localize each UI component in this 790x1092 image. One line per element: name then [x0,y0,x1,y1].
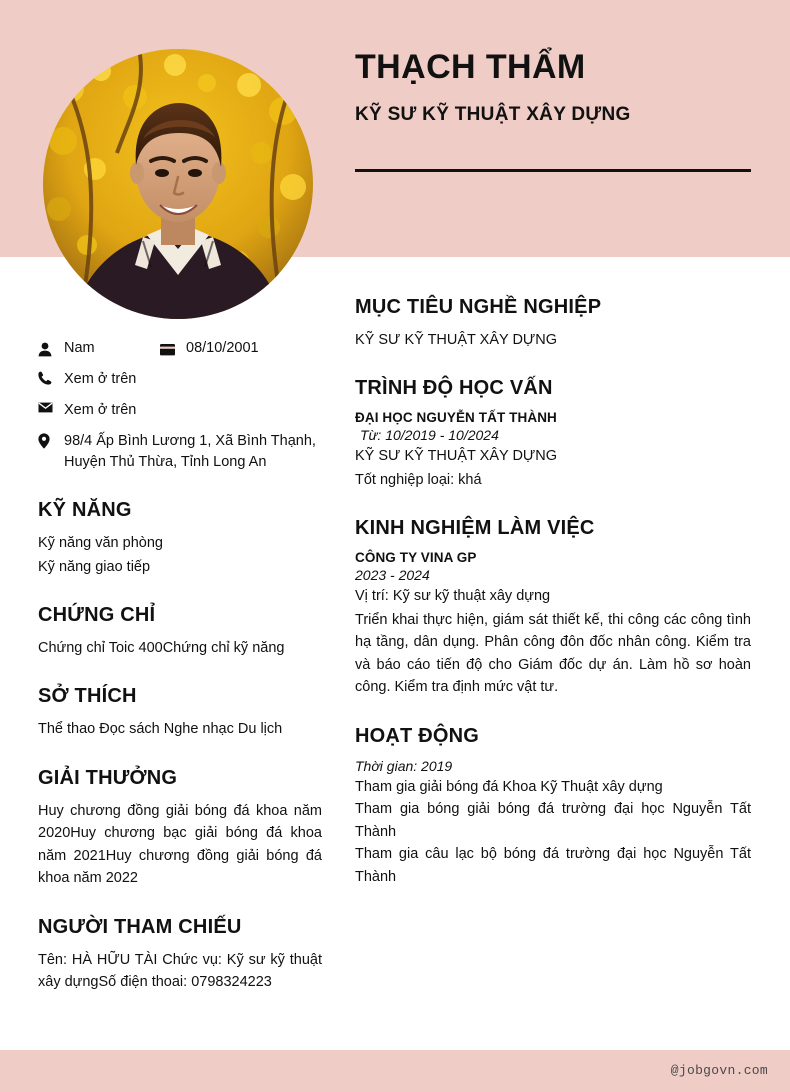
left-column [38,338,322,994]
watermark-text: @jobgovn.com [670,1063,768,1078]
person-icon [38,338,64,359]
experience-period: 2023 - 2024 [355,567,430,584]
right-column [355,296,751,888]
awards-heading: GIẢI THƯỞNG [38,766,178,789]
address-value: 98/4 Ấp Bình Lương 1, Xã Bình Thạnh, Huyện Thủ Thừa, Tỉnh Long An [64,433,316,471]
awards-text: Huy chương đồng giải bóng đá khoa năm 2020Huy chương bạc giải bóng đá khoa năm 2021Huy chương đồng giải bóng đá khoa năm 2022 [38,802,322,887]
skill-item: Kỹ năng giao tiếp [38,558,151,575]
skills-heading: KỸ NĂNG [38,499,132,522]
activity-item: Tham gia câu lạc bộ bóng đá trường đại học Nguyễn Tất Thành [355,846,751,885]
activity-item: Tham gia giải bóng đá Khoa Kỹ Thuật xây dựng [355,778,663,795]
name-block [355,48,755,126]
experience-company: CÔNG TY VINA GP [355,550,477,566]
activities-heading: HOẠT ĐỘNG [355,724,480,747]
contact-row-email [38,400,322,421]
references-heading: NGƯỜI THAM CHIẾU [38,915,242,938]
hobbies-heading: SỞ THÍCH [38,685,137,708]
activities-period: Thời gian: 2019 [355,757,453,774]
education-school: ĐẠI HỌC NGUYỄN TẤT THÀNH [355,410,557,426]
objective-heading: MỤC TIÊU NGHỀ NGHIỆP [355,296,602,318]
skill-item: Kỹ năng văn phòng [38,535,163,552]
objective-text: KỸ SƯ KỸ THUẬT XÂY DỰNG [355,332,558,348]
certificates-text: Chứng chỉ Toic 400Chứng chỉ kỹ năng [38,640,285,657]
experience-heading: KINH NGHIỆM LÀM VIỆC [355,517,595,540]
phone-value: Xem ở trên [64,371,137,388]
experience-position: Vị trí: Kỹ sư kỹ thuật xây dựng [355,588,551,605]
birthdate-value: 08/10/2001 [186,340,259,356]
envelope-icon [38,400,64,413]
education-heading: TRÌNH ĐỘ HỌC VẤN [355,377,553,400]
location-pin-icon [38,431,64,449]
references-text: Tên: HÀ HỮU TÀI Chức vụ: Kỹ sư kỹ thuật xây dựngSố điện thoai: 0798324223 [38,951,322,991]
education-grade: Tốt nghiệp loại: khá [355,471,482,488]
calendar-icon [160,338,186,359]
page-title: THẠCH THẨM [355,48,586,86]
experience-description: Triển khai thực hiện, giám sát thiết kế, thi công các công tình hạ tầng, dân dụng. Phân công đôn đốc nhân công. Kiểm tra và báo cáo tiến độ cho Giám đốc dự án. Làm hồ sơ hoàn công. Kiểm tra định mức vật tư. [355,611,751,696]
email-value: Xem ở trên [64,402,137,419]
contact-row-address [38,431,322,473]
gender-value: Nam [64,340,95,356]
job-title: KỸ SƯ KỸ THUẬT XÂY DỰNG [355,104,631,126]
activity-item: Tham gia bóng giải bóng đá trường đại học Nguyễn Tất Thành [355,801,751,840]
header-divider [355,169,751,172]
education-period: Từ: 10/2019 - 10/2024 [360,427,499,444]
phone-icon [38,369,64,385]
contact-row-personal [38,338,322,359]
hobbies-text: Thể thao Đọc sách Nghe nhạc Du lịch [38,721,283,738]
education-major: KỸ SƯ KỸ THUẬT XÂY DỰNG [355,448,558,465]
profile-photo [43,49,313,319]
certificates-heading: CHỨNG CHỈ [38,604,156,627]
contact-row-phone [38,369,322,390]
